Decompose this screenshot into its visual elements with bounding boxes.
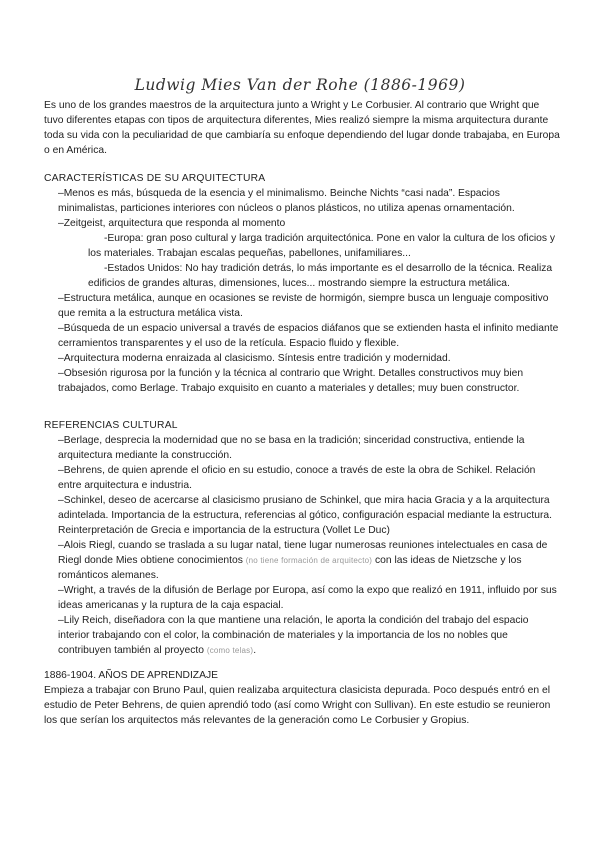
section-heading-aprendizaje: 1886-1904. AÑOS DE APRENDIZAJE <box>44 670 218 681</box>
aprendizaje-paragraph: Empieza a trabajar con Bruno Paul, quien realizaba arquitectura clasicista depurada. Poco después entró en el estudio de Peter Behrens, de quien aprendió todo (así como Wright con Sullivan). En este estudio se reunieron los que serían los arquitectos más relevantes de la generación como Le Corbusier y Gropius. <box>44 685 551 726</box>
section-heading-referencias: REFERENCIAS CULTURAL <box>44 420 178 431</box>
list-item: –Estructura metálica, aunque en ocasiones se reviste de hormigón, siempre busca un lenguaje compositivo que remita a la estructura metálica vista. <box>58 293 549 319</box>
list-item: –Berlage, desprecia la modernidad que no se basa en la tradición; sinceridad constructiva, entiende la arquitectura mediante la construcción. <box>58 435 525 461</box>
list-item: –Wright, a través de la difusión de Berlage por Europa, así como la expo que realizó en 1911, influido por sus ideas americanas y la ruptura de la caja espacial. <box>58 585 557 611</box>
list-item: –Arquitectura moderna enraizada al clasicismo. Síntesis entre tradición y modernidad. <box>58 353 451 364</box>
list-item <box>44 613 560 658</box>
side-note: (no tiene formación de arquitecto) <box>245 556 373 565</box>
list-item-text: con las ideas de Nietzsche y los románticos alemanes. <box>58 555 522 581</box>
list-item-text: –Lily Reich, diseñadora con la que mantiene una relación, le aporta la condición del trabajo del espacio interior trabajando con el color, la combinación de materiales y la importancia de los no nobles que contribuyen también al proyecto <box>58 615 529 656</box>
side-note: (como telas) <box>206 646 254 655</box>
list-item: –Menos es más, búsqueda de la esencia y el minimalismo. Beinche Nichts “casi nada”. Espacios minimalistas, particiones interiores con núcleos o planos plásticos, no utiliza apenas ornamentación. <box>58 188 515 214</box>
section-aprendizaje <box>44 668 560 728</box>
list-item: –Obsesión rigurosa por la función y la técnica al contrario que Wright. Detalles constructivos muy bien trabajados, como Berlage. Trabajo exquisito en cuanto a materiales y detalles; muy buen constructor. <box>58 368 524 394</box>
list-item: –Schinkel, deseo de acercarse al clasicismo prusiano de Schinkel, que mira hacia Gracia y a la arquitectura adintelada. Importancia de la estructura, referencias al gótico, configuración espacial mediante la estructura. Reinterpretación de Grecia e importancia de la estructura (Vollet Le Duc) <box>58 495 552 536</box>
sub-list-item: -Europa: gran poso cultural y larga tradición arquitectónica. Pone en valor la cultura de los oficios y los materiales. Trabajan escalas pequeñas, pabellones, unifamiliares... <box>88 233 556 259</box>
section-caracteristicas <box>44 171 560 396</box>
list-item-text: . <box>253 645 257 656</box>
list-item: –Behrens, de quien aprende el oficio en su estudio, conoce a través de este la obra de Schikel. Relación entre arquitectura e industria. <box>58 465 536 491</box>
sub-list-item: -Estados Unidos: No hay tradición detrás, lo más importante es el desarrollo de la técnica. Realiza edificios de grandes alturas, dimensiones, luces... mostrando siempre la estructura metálica. <box>88 263 553 289</box>
document-title: Ludwig Mies Van der Rohe (1886-1969) <box>134 76 466 94</box>
section-referencias <box>44 418 560 658</box>
list-item-text: –Alois Riegl, cuando se traslada a su lugar natal, tiene lugar numerosas reuniones intelectuales en casa de Riegl donde Mies obtiene conocimientos <box>58 540 548 566</box>
list-item: –Búsqueda de un espacio universal a través de espacios diáfanos que se extienden hasta el infinito mediante cerramientos transparentes y el uso de la retícula. Espacio fluido y flexible. <box>58 323 559 349</box>
list-item <box>44 538 560 583</box>
section-heading-caracteristicas: CARACTERÍSTICAS DE SU ARQUITECTURA <box>44 173 266 184</box>
document-body <box>44 98 560 728</box>
list-item: –Zeitgeist, arquitectura que responda al momento <box>58 218 286 229</box>
intro-paragraph: Es uno de los grandes maestros de la arquitectura junto a Wright y Le Corbusier. Al contrario que Wright que tuvo diferentes etapas con tipos de arquitectura diferentes, Mies realizó siempre la misma arquitectura durante toda su vida con la peculiaridad de que cambiaría su enfoque dependiendo del lugar donde trabajaba, en Europa o en América. <box>44 100 560 156</box>
